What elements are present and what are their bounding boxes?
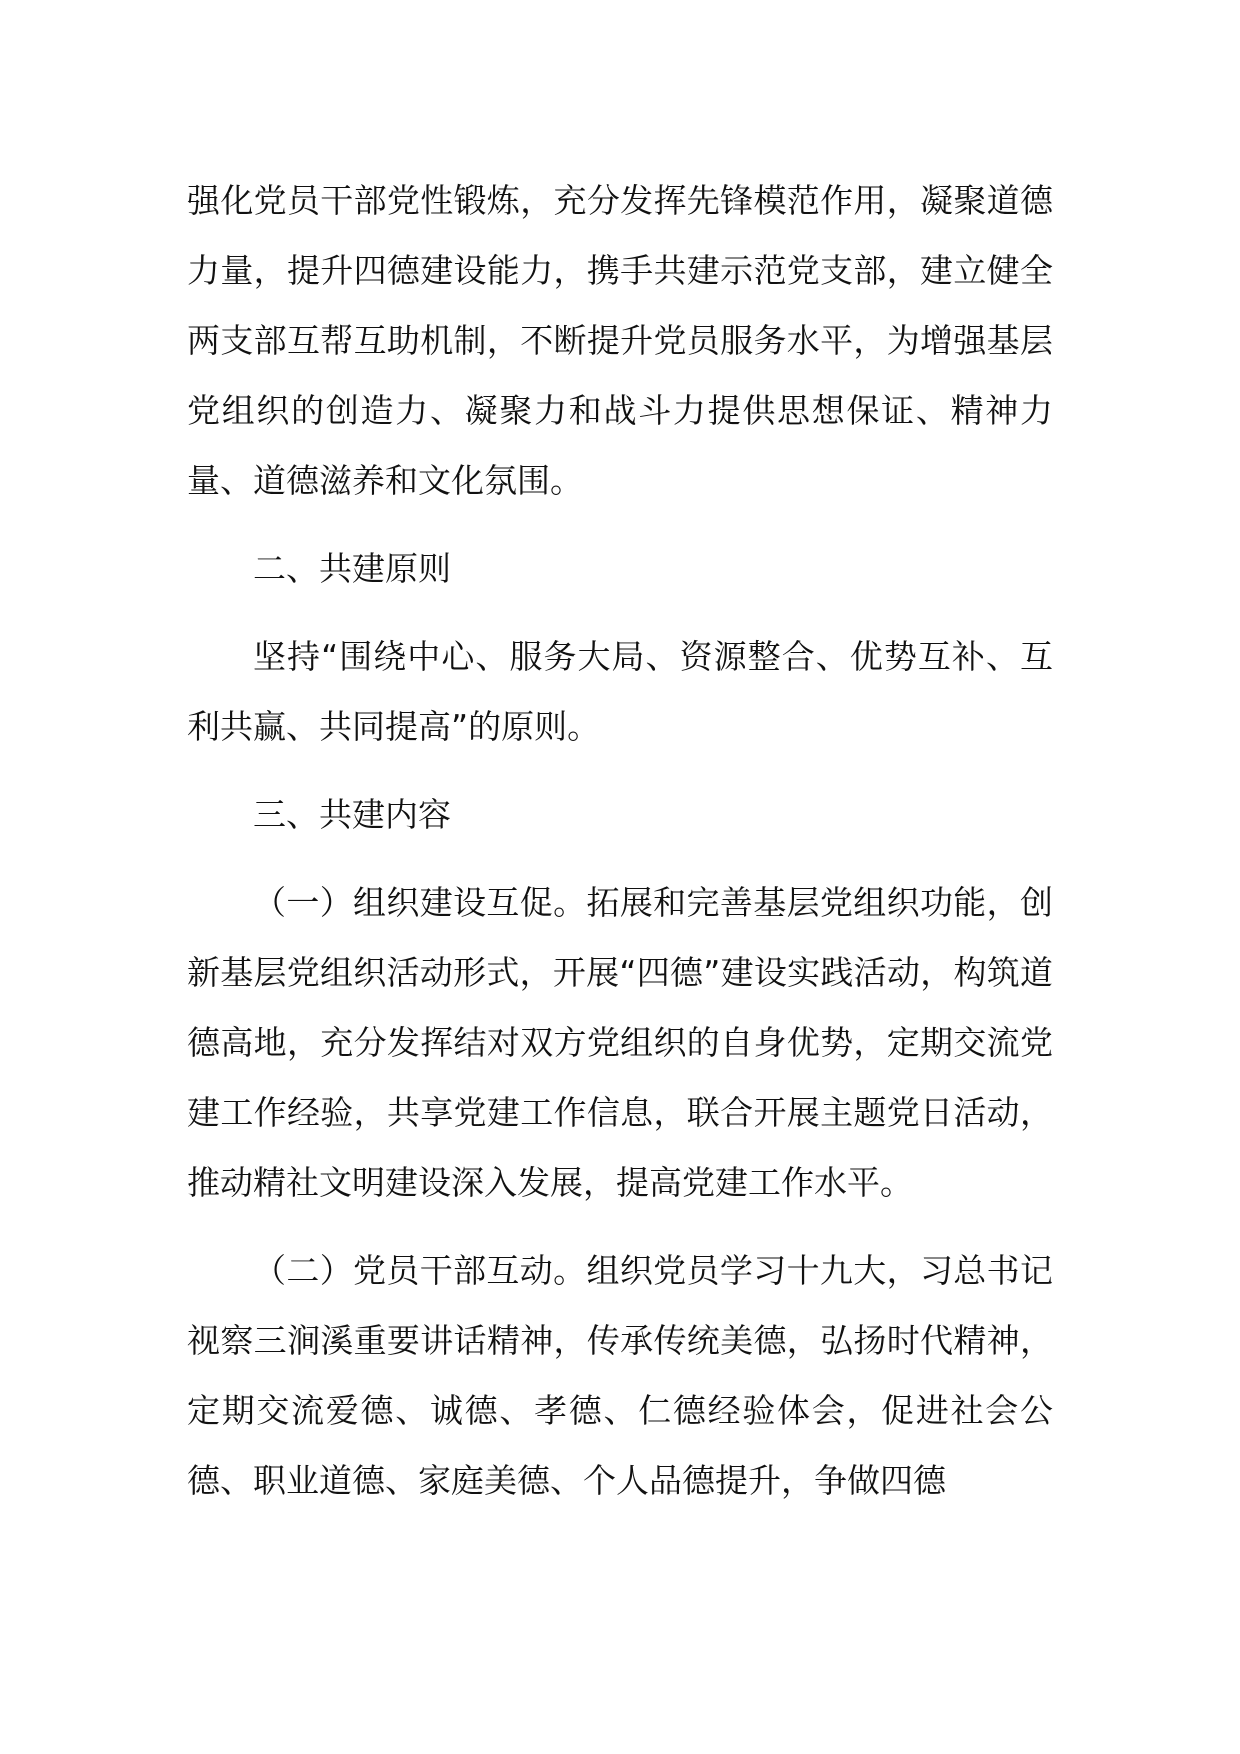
paragraph-principles: 坚持“围绕中心、服务大局、资源整合、优势互补、互利共赢、共同提高”的原则。 — [187, 637, 1053, 746]
paragraph-organization-building: （一）组织建设互促。拓展和完善基层党组织功能，创新基层党组织活动形式，开展“四德”建设实践活动，构筑道德高地，充分发挥结对双方党组织的自身优势，定期交流党建工作经验，共享党建工作信息，联合开展主题党日活动，推动精社文明建设深入发展，提高党建工作水平。 — [187, 883, 1053, 1202]
paragraph-member-interaction: （二）党员干部互动。组织党员学习十九大，习总书记视察三涧溪重要讲话精神，传承传统美德，弘扬时代精神，定期交流爱德、诚德、孝德、仁德经验体会，促进社会公德、职业道德、家庭美德、个人品德提升，争做四德 — [187, 1251, 1053, 1500]
section-heading-principles: 二、共建原则 — [253, 549, 451, 588]
document-body — [187, 166, 1053, 1516]
section-heading-contents: 三、共建内容 — [253, 795, 451, 834]
paragraph-intro-continuation: 强化党员干部党性锻炼，充分发挥先锋模范作用，凝聚道德力量，提升四德建设能力，携手共建示范党支部，建立健全两支部互帮互助机制，不断提升党员服务水平，为增强基层党组织的创造力、凝聚力和战斗力提供思想保证、精神力量、道德滋养和文化氛围。 — [187, 181, 1053, 500]
